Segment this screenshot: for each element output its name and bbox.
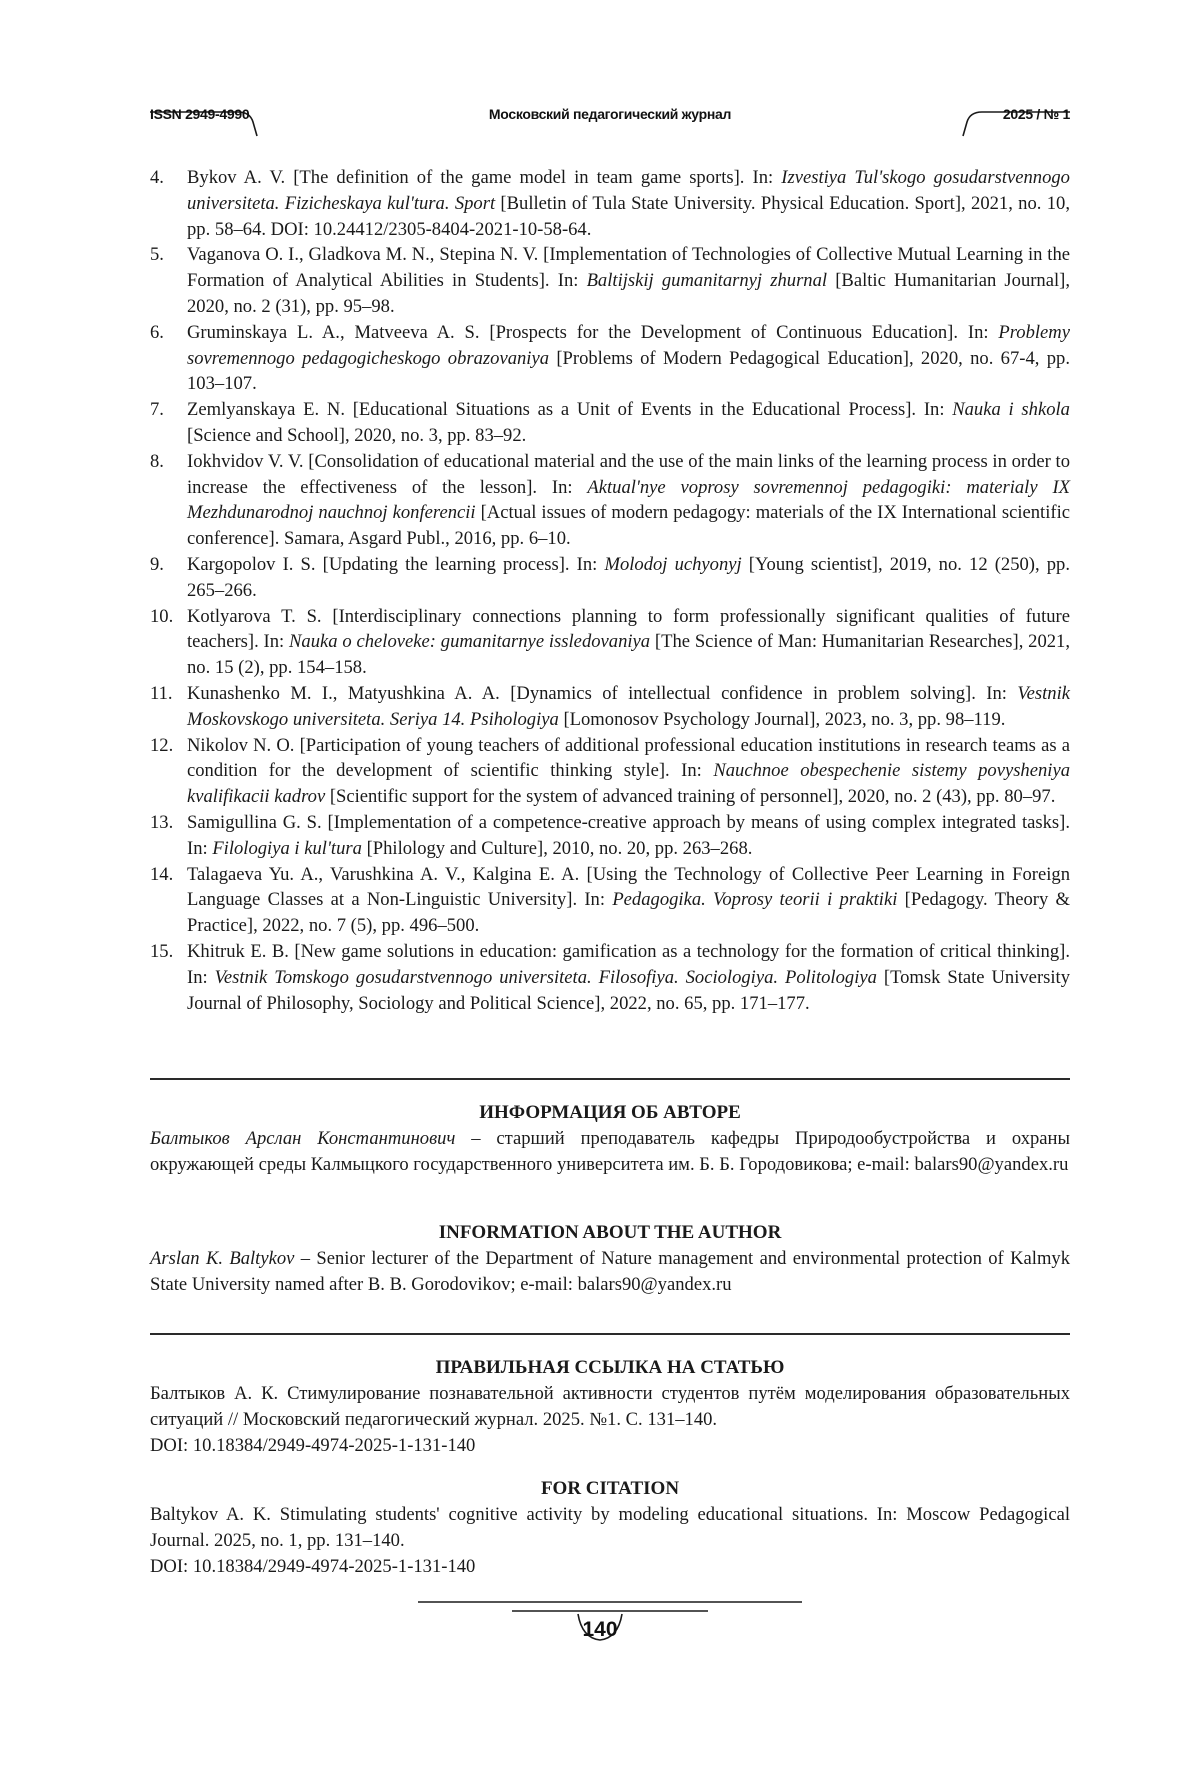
section-divider <box>150 1078 1070 1080</box>
reference-text: [Philology and Culture], 2010, no. 20, pp. 263–268. <box>362 838 752 859</box>
author-name-en: Arslan K. Baltykov <box>150 1248 294 1269</box>
citation-en <box>150 1476 1070 1580</box>
reference-text: Kargopolov I. S. [Updating the learning process]. In: <box>187 554 604 575</box>
citation-ru <box>150 1355 1070 1459</box>
reference-item <box>150 397 1070 449</box>
reference-text: Kotlyarova T. S. [Interdisciplinary connections planning to form professionally significant qualities of future teachers]. In: <box>187 606 1070 653</box>
reference-item <box>150 604 1070 681</box>
reference-number: 11. <box>150 681 173 707</box>
reference-text: [Actual issues of modern pedagogy: materials of the IX International scientific conference]. Samara, Asgard Publ., 2016, pp. 6–10. <box>187 502 1070 549</box>
journal-title: Московский педагогический журнал <box>150 106 1070 122</box>
citation-ru-title: ПРАВИЛЬНАЯ ССЫЛКА НА СТАТЬЮ <box>150 1355 1070 1381</box>
reference-text: [Pedagogy. Theory & Practice], 2022, no. 7 (5), pp. 496–500. <box>187 889 1070 936</box>
reference-text: [Problems of Modern Pedagogical Education], 2020, no. 67-4, pp. 103–107. <box>187 348 1070 395</box>
reference-item <box>150 810 1070 862</box>
reference-item <box>150 862 1070 939</box>
reference-source-title: Aktual'nye voprosy sovremennoj pedagogiki: materialy IX Mezhdunarodnoj nauchnoj konferencii <box>187 477 1070 524</box>
reference-text: Bykov A. V. [The definition of the game model in team game sports]. In: <box>187 167 781 188</box>
issue-label: 2025 / № 1 <box>1003 106 1070 122</box>
section-divider <box>150 1333 1070 1335</box>
reference-number: 5. <box>150 242 164 268</box>
reference-number: 14. <box>150 862 173 888</box>
reference-text: Zemlyanskaya E. N. [Educational Situations as a Unit of Events in the Educational Process]. In: <box>187 399 952 420</box>
author-desc-en: – Senior lecturer of the Department of Nature management and environmental protection of Kalmyk State University named after B. B. Gorodovikov; e-mail: balars90@yandex.ru <box>150 1248 1070 1295</box>
author-info-en <box>150 1220 1070 1298</box>
reference-text: Khitruk E. B. [New game solutions in education: gamification as a technology for the formation of critical thinking]. In: <box>187 941 1070 988</box>
reference-source-title: Nauchnoe obespechenie sistemy povysheniya kvalifikacii kadrov <box>187 760 1070 807</box>
reference-source-title: Filologiya i kul'tura <box>212 838 362 859</box>
reference-text: Talagaeva Yu. A., Varushkina A. V., Kalgina E. A. [Using the Technology of Collective Peer Learning in Foreign Language Classes at a Non-Linguistic University]. In: <box>187 864 1070 911</box>
reference-number: 13. <box>150 810 173 836</box>
citation-en-text: Baltykov A. K. Stimulating students' cognitive activity by modeling educational situations. In: Moscow Pedagogical Journal. 2025, no. 1, pp. 131–140. <box>150 1502 1070 1554</box>
reference-text: Gruminskaya L. A., Matveeva A. S. [Prospects for the Development of Continuous Education]. In: <box>187 322 998 343</box>
reference-item <box>150 320 1070 397</box>
reference-item <box>150 733 1070 810</box>
reference-item <box>150 681 1070 733</box>
reference-number: 4. <box>150 165 164 191</box>
reference-source-title: Pedagogika. Voprosy teorii i praktiki <box>612 889 897 910</box>
reference-source-title: Nauka o cheloveke: gumanitarnye issledovaniya <box>289 631 650 652</box>
reference-text: [Scientific support for the system of advanced training of personnel], 2020, no. 2 (43), pp. 80–97. <box>325 786 1055 807</box>
reference-text: [Young scientist], 2019, no. 12 (250), pp. 265–266. <box>187 554 1070 601</box>
author-desc-ru: – старший преподаватель кафедры Природообустройства и охраны окружающей среды Калмыцкого государственного университета им. Б. Б. Городовикова; e-mail: balars90@yandex.ru <box>150 1128 1070 1175</box>
reference-text: Iokhvidov V. V. [Consolidation of educational material and the use of the main links of the learning process in order to increase the effectiveness of the lesson]. In: <box>187 451 1070 498</box>
author-info-en-body <box>150 1246 1070 1298</box>
reference-text: [Lomonosov Psychology Journal], 2023, no. 3, pp. 98–119. <box>559 709 1006 730</box>
reference-source-title: Izvestiya Tul'skogo gosudarstvennogo universiteta. Fizicheskaya kul'tura. Sport <box>187 167 1070 214</box>
reference-text: [The Science of Man: Humanitarian Researches], 2021, no. 15 (2), pp. 154–158. <box>187 631 1070 678</box>
reference-text: [Science and School], 2020, no. 3, pp. 83–92. <box>187 425 526 446</box>
reference-text: Vaganova O. I., Gladkova M. N., Stepina N. V. [Implementation of Technologies of Collective Mutual Learning in the Formation of Analytical Abilities in Students]. In: <box>187 244 1070 291</box>
reference-item <box>150 165 1070 242</box>
citation-ru-doi: DOI: 10.18384/2949-4974-2025-1-131-140 <box>150 1433 1070 1459</box>
reference-source-title: Nauka i shkola <box>952 399 1070 420</box>
author-info-en-title: INFORMATION ABOUT THE AUTHOR <box>150 1220 1070 1246</box>
reference-number: 6. <box>150 320 164 346</box>
reference-number: 8. <box>150 449 164 475</box>
reference-number: 10. <box>150 604 173 630</box>
reference-text: Kunashenko M. I., Matyushkina A. A. [Dynamics of intellectual confidence in problem solving]. In: <box>187 683 1017 704</box>
author-info-ru <box>150 1100 1070 1178</box>
reference-source-title: Vestnik Tomskogo gosudarstvennogo universiteta. Filosofiya. Sociologiya. Politologiya <box>215 967 877 988</box>
reference-source-title: Problemy sovremennogo pedagogicheskogo obrazovaniya <box>187 322 1070 369</box>
author-info-ru-title: ИНФОРМАЦИЯ ОБ АВТОРЕ <box>150 1100 1070 1126</box>
reference-item <box>150 552 1070 604</box>
reference-text: [Bulletin of Tula State University. Physical Education. Sport], 2021, no. 10, pp. 58–64. DOI: 10.24412/2305-8404-2021-10-58-64. <box>187 193 1070 240</box>
reference-number: 12. <box>150 733 173 759</box>
reference-item <box>150 449 1070 552</box>
reference-number: 7. <box>150 397 164 423</box>
reference-text: Nikolov N. O. [Participation of young teachers of additional professional education institutions in research teams as a condition for the development of scientific thinking style]. In: <box>187 735 1070 782</box>
citation-en-doi: DOI: 10.18384/2949-4974-2025-1-131-140 <box>150 1554 1070 1580</box>
author-info-ru-body <box>150 1126 1070 1178</box>
reference-item <box>150 939 1070 1016</box>
page-number: 140 <box>0 1618 1200 1642</box>
page-footer <box>0 1600 1200 1680</box>
reference-item <box>150 242 1070 319</box>
reference-list <box>150 165 1070 1016</box>
reference-number: 9. <box>150 552 164 578</box>
reference-source-title: Molodoj uchyonyj <box>604 554 741 575</box>
running-header <box>150 88 1070 138</box>
citation-en-title: FOR CITATION <box>150 1476 1070 1502</box>
reference-text: [Tomsk State University Journal of Philosophy, Sociology and Political Science], 2022, no. 65, pp. 171–177. <box>187 967 1070 1014</box>
reference-text: Samigullina G. S. [Implementation of a competence-creative approach by means of using complex integrated tasks]. In: <box>187 812 1070 859</box>
reference-text: [Baltic Humanitarian Journal], 2020, no. 2 (31), pp. 95–98. <box>187 270 1070 317</box>
issn-label: ISSN 2949-4990 <box>150 106 249 122</box>
citation-ru-text: Балтыков А. К. Стимулирование познавательной активности студентов путём моделирования образовательных ситуаций // Московский педагогический журнал. 2025. №1. С. 131–140. <box>150 1381 1070 1433</box>
reference-number: 15. <box>150 939 173 965</box>
author-name-ru: Балтыков Арслан Константинович <box>150 1128 455 1149</box>
reference-source-title: Baltijskij gumanitarnyj zhurnal <box>587 270 828 291</box>
reference-source-title: Vestnik Moskovskogo universiteta. Seriya 14. Psihologiya <box>187 683 1070 730</box>
